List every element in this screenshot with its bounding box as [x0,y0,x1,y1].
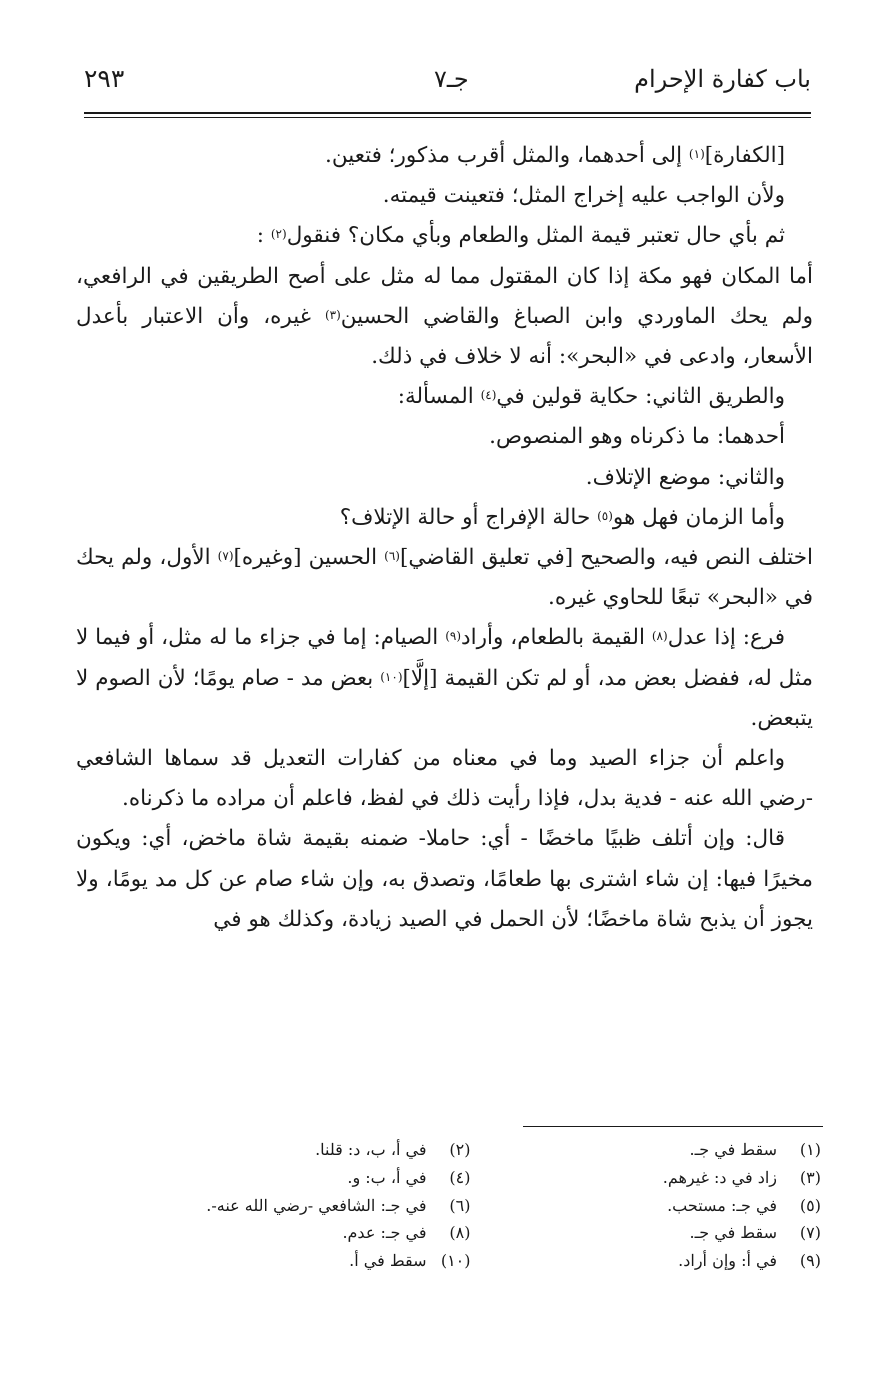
footnote-separator [523,1126,823,1127]
footnote-text: في أ، ب: و. [347,1167,427,1187]
footnote-text: زاد في د: غيرهم. [662,1167,777,1187]
paragraph: والثاني: موضع الإتلاف. [585,464,785,490]
footnote-text: سقط في جـ. [689,1140,777,1159]
footnote-number: (٥) [799,1195,821,1215]
footnote-row [120,1219,821,1247]
footnote-number: (٧) [799,1223,821,1243]
paragraph: فرع: إذا عدل$^{(٨)}$ القيمة بالطعام، وأراد$^{(٩)}$ الصيام: إما في جزاء ما له مثل، أو فيما لا مثل له، ففضل بعض مد، أو لم تكن القيمة [إلَّا]$^{(١٠)}$ بعض مد - صام يومًا؛ لأن الصوم لا يتبعض. [76,625,813,731]
paragraph: والطريق الثاني: حكاية قولين في$^{(٤)}$ المسألة: [397,384,785,410]
footnote-number: (٦) [449,1195,471,1215]
footnote-text: في أ، ب، د: قلنا. [315,1140,427,1159]
chapter-title: باب كفارة الإحرام [634,65,811,93]
paragraph: أحدهما: ما ذكرناه وهو المنصوص. [489,424,785,450]
footnote-text: في أ: وإن أراد. [678,1251,777,1271]
page-number: ٢٩٣ [84,64,125,93]
footnote [471,1164,822,1192]
footnote-number: (١) [799,1140,821,1159]
footnote-marker: (١٠) [380,669,403,684]
footnote-marker: (٥) [597,508,613,523]
footnote-number: (١٠) [440,1251,471,1271]
footnote-row [120,1164,821,1192]
footnote-text: في جـ: الشافعي -رضي الله عنه-. [206,1195,427,1215]
footnote-number: (٣) [799,1167,821,1187]
footnote-row [120,1192,821,1220]
footnote-marker: (٢) [270,227,287,242]
footnote-text: في جـ: عدم. [342,1223,427,1243]
footnote-text: في جـ: مستحب. [667,1195,777,1215]
paragraph: وأما الزمان فهل هو$^{(٥)}$ حالة الإفراج أو حالة الإتلاف؟ [339,504,785,530]
main-text [76,136,813,940]
footnote [120,1219,471,1247]
footnote-text: سقط في جـ. [689,1223,777,1243]
volume-label: جـ٧ [434,65,469,93]
footnote-marker: (٧) [217,549,234,564]
footnote [471,1192,822,1220]
footnote [471,1247,822,1275]
footnote-marker: (١) [688,147,705,161]
footnote [120,1164,471,1192]
paragraph: ولأن الواجب عليه إخراج المثل؛ فتعينت قيمته. [382,183,785,209]
paragraph: أما المكان فهو مكة إذا كان المقتول مما له مثل على أصح الطريقين في الرافعي، ولم يحك الماوردي وابن الصباغ والقاضي الحسين$^{(٣)}$ غيره، وأن الاعتبار بأعدل الأسعار، وادعى في «البحر»: أنه لا خلاف في ذلك. [76,263,813,370]
footnote [471,1219,822,1247]
paragraph: واعلم أن جزاء الصيد وما في معناه من كفارات التعديل قد سماها الشافعي -رضي الله عنه - فدية بدل، فإذا رأيت ذلك في لفظ، فاعلم أن مراده ما ذكرناه. [76,746,813,812]
footnote-row [120,1136,821,1164]
footnotes [120,1136,821,1275]
footnote-marker: (٣) [324,307,341,322]
footnote [120,1136,471,1164]
footnote [120,1192,471,1220]
paragraph: ثم بأي حال تعتبر قيمة المثل والطعام وبأي مكان؟ فنقول$^{(٢)}$ : [256,223,785,249]
footnote-number: (٢) [449,1140,471,1159]
footnote-row [120,1247,821,1275]
footnote-number: (٩) [799,1251,821,1271]
paragraph: اختلف النص فيه، والصحيح [في تعليق القاضي]$^{(٦)}$ الحسين [وغيره]$^{(٧)}$ الأول، ولم يحك في «البحر» تبعًا للحاوي غيره. [76,545,813,611]
header-rule-thick [84,112,811,114]
paragraph: [الكفارة]$^{(١)}$ إلى أحدهما، والمثل أقرب مذكور؛ فتعين. [325,143,785,168]
footnote-number: (٤) [449,1167,471,1187]
paragraph: قال: وإن أتلف ظبيًا ماخضًا - أي: حاملا- ضمنه بقيمة شاة ماخض، أي: ويكون مخيرًا فيها: إن شاء اشترى بها طعامًا، وتصدق به، وإن شاء صام عن كل مد يومًا، ولا يجوز أن يذبح شاة ماخضًا؛ لأن الحمل في الصيد زيادة، وكذلك هو في [76,826,813,932]
running-header [84,58,811,102]
footnote-marker: (٨) [651,629,668,644]
footnote [120,1247,471,1275]
footnote-marker: (٤) [480,388,497,403]
footnote-marker: (٩) [445,629,462,644]
footnote [471,1136,822,1164]
header-rule-thin [84,117,811,118]
footnote-number: (٨) [449,1223,471,1243]
footnote-text: سقط في أ. [349,1251,427,1271]
footnote-marker: (٦) [384,549,400,564]
